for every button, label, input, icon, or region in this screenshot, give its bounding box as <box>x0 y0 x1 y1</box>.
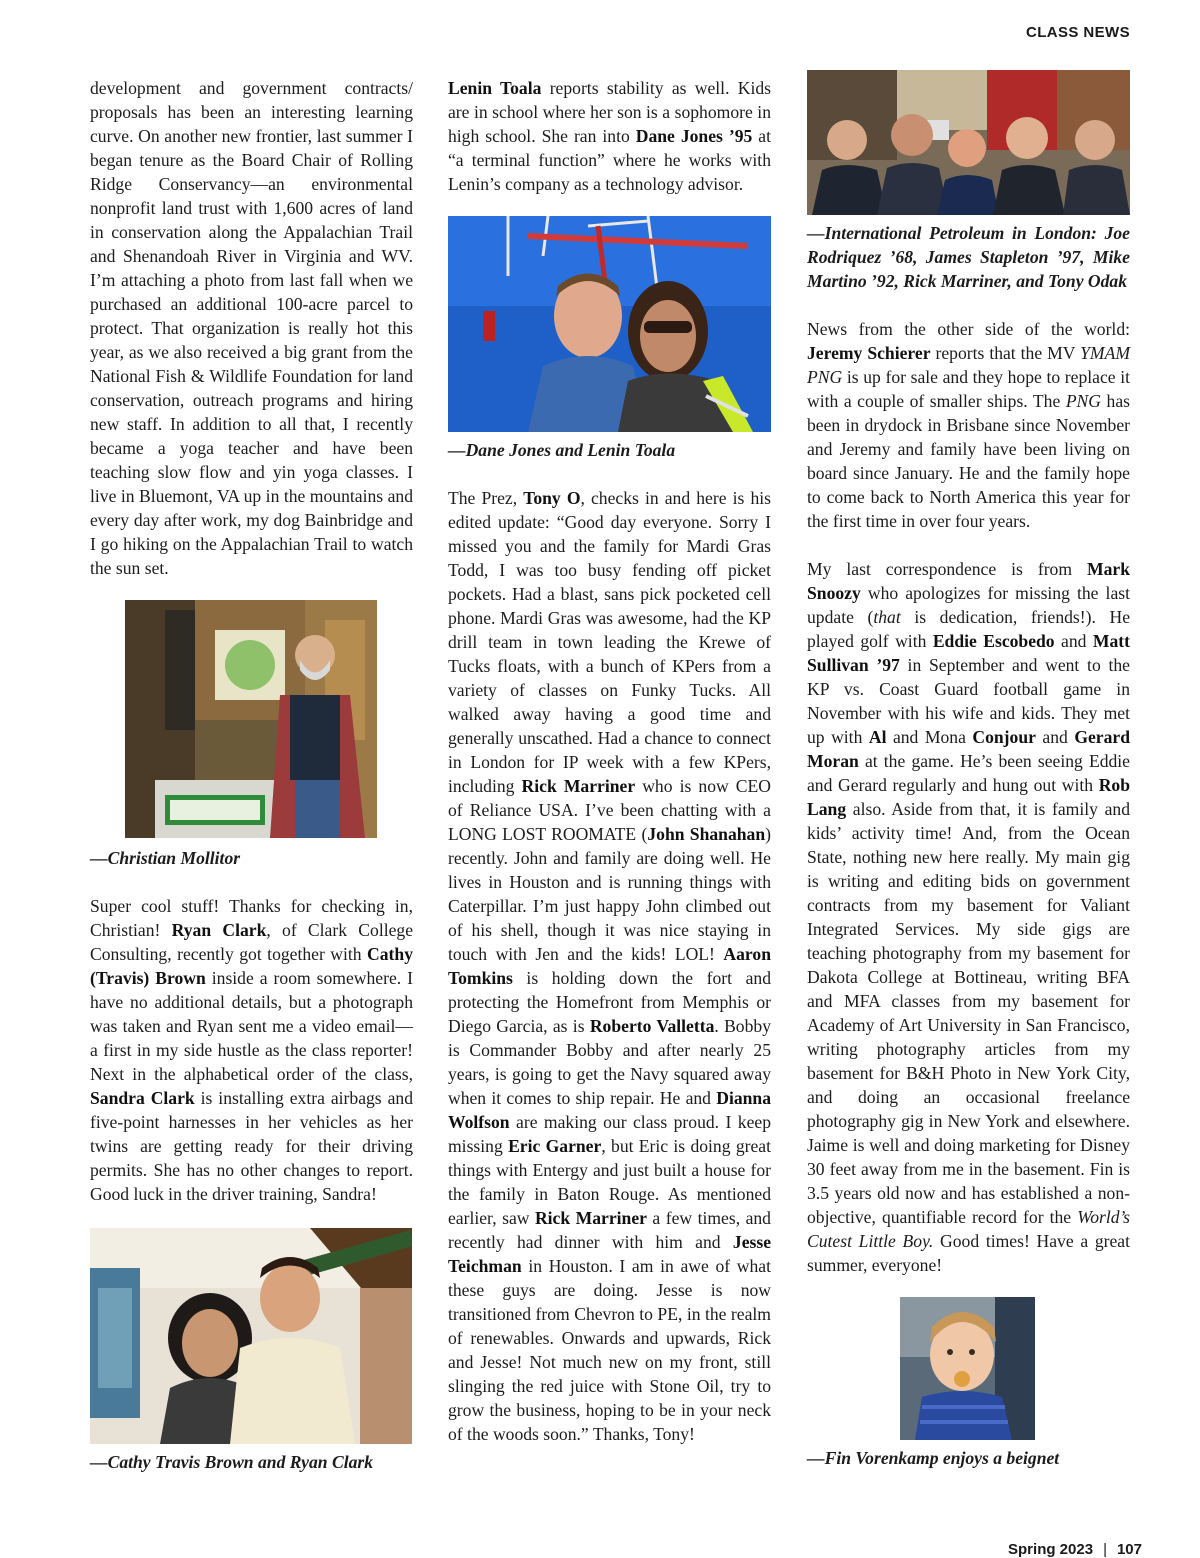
caption-dane-jones-lenin-toala: —Dane Jones and Lenin Toala <box>448 440 676 460</box>
name-mark-snoozy: Mark Snoozy <box>807 559 1130 603</box>
section-header: CLASS NEWS <box>1025 24 1130 41</box>
page-number: 107 <box>1116 1541 1142 1558</box>
name-jeremy-schierer: Jeremy Schierer <box>807 343 931 363</box>
name-dianna-wolfson: Dianna Wolfson <box>448 1088 771 1132</box>
name-ryan-clark: Ryan Clark <box>171 920 267 940</box>
col3-paragraph-1: News from the other side of the world: Jeremy Schierer reports that the MV YMAM PNG is up for sale and they hope to replace it with a couple of smaller ships. The PNG has been in drydock in Brisbane since November and Jeremy and family have been living on board since January. He and the family hope to come back to North America this year for the first time in over four years. <box>807 319 1130 531</box>
column-3 <box>807 70 1130 1470</box>
col1-paragraph-2: Super cool stuff! Thanks for checking in, Christian! Ryan Clark, of Clark College Consulting, recently got together with Cathy (Travis) Brown inside a room somewhere. I have no additional details, but a photograph was taken and Ryan sent me a video email—a first in my side hustle as the class reporter! Next in the alphabetical order of the class, Sandra Clark is installing extra airbags and five-point harnesses in her vehicles as her twins are getting ready for their driving permits. She has no other changes to report. Good luck in the driver training, Sandra! <box>90 896 414 1204</box>
photo-fin-vorenkamp <box>900 1297 1035 1440</box>
name-lenin-toala: Lenin Toala <box>448 78 542 98</box>
caption-cathy-brown-ryan-clark: —Cathy Travis Brown and Ryan Clark <box>90 1452 374 1472</box>
col2-paragraph-2: The Prez, Tony O, checks in and here is his edited update: “Good day everyone. Sorry I missed you and the family for Mardi Gras Todd, I was too busy fending off picket pockets. Had a blast, sans pick pocketed cell phone. Mardi Gras was awesome, had the KP drill team in town leading the Krewe of Tucks floats, with a bunch of KPers from a variety of classes on Funky Tucks. All walked away having a good time and generally unscathed. Had a chance to connect in London for IP week with a few KPers, including Rick Marriner who is now CEO of Reliance USA. I’ve been chatting with a LONG LOST ROOMATE (John Shanahan) recently. John and family are doing well. He lives in Houston and is running things with Caterpillar. I’m just happy John climbed out of his shell, though it was nice staying in touch with Jen and the kids! LOL! Aaron Tomkins is holding down the fort and protecting the Homefront from Memphis or Diego Garcia, as is Roberto Valletta. Bobby is Commander Bobby and after nearly 25 years, is going to get the Navy squared away when it comes to ship repair. He and Dianna Wolfson are making our class proud. I keep missing Eric Garner, but Eric is doing great things with Entergy and just built a house for the family in Baton Rouge. As mentioned earlier, saw Rick Marriner a few times, and recently had dinner with him and Jesse Teichman in Houston. I am in awe of what these guys are doing. Jesse is now transitioned from Chevron to PE, in the realm of renewables. Onwards and upwards, Rick and Jesse! Not much new on my front, still slinging the red juice with Stone Oil, try to grow the business, hoping to be in your neck of the woods soon.” Thanks, Tony! <box>448 488 771 1444</box>
issue-label: Spring 2023 <box>1008 1541 1094 1558</box>
name-eric-garner: Eric Garner <box>508 1136 602 1156</box>
caption-fin-vorenkamp: —Fin Vorenkamp enjoys a beignet <box>807 1448 1060 1468</box>
name-conjour: Conjour <box>972 727 1036 747</box>
name-aaron-tomkins: Aaron Tomkins <box>448 944 771 988</box>
name-john-shanahan: John Shanahan <box>647 824 766 844</box>
photo-dane-jones-lenin-toala <box>448 216 771 432</box>
name-eddie-escobedo: Eddie Escobedo <box>932 631 1055 651</box>
name-cathy-brown: Cathy (Travis) Brown <box>90 944 413 988</box>
name-sandra-clark: Sandra Clark <box>90 1088 195 1108</box>
name-tony-o: Tony O <box>523 488 581 508</box>
col3-paragraph-2: My last correspondence is from Mark Snoozy who apologizes for missing the last update (that is dedication, friends!). He played golf with Eddie Escobedo and Matt Sullivan ’97 in September and went to the KP vs. Coast Guard football game in November with his wife and kids. They met up with Al and Mona Conjour and Gerard Moran at the game. He’s been seeing Eddie and Gerard regularly and hung out with Rob Lang also. Aside from that, it is family and kids’ activity time! And, from the Ocean State, nothing new here really. My main gig is writing and editing bids on government contracts from my basement for Valiant Integrated Services. My side gigs are teaching photography from my basement for Dakota College at Bottineau, writing BFA and MFA classes from my basement for Academy of Art University in San Francisco, writing photography articles from my basement for B&H Photo in New York City, and doing an occasional freelance photography gig in New York and elsewhere. Jaime is well and doing marketing for Disney 30 feet away from me in the basement. Fin is 3.5 years old now and has established a non-objective, quantifiable record for the World’s Cutest Little Boy. Good times! Have a great summer, everyone! <box>807 559 1131 1275</box>
col2-paragraph-1: Lenin Toala reports stability as well. Kids are in school where her son is a sophomore in high school. She ran into Dane Jones ’95 at “a terminal function” where he works with Lenin’s company as a technology advisor. <box>448 78 772 194</box>
name-dane-jones: Dane Jones ’95 <box>635 126 753 146</box>
name-roberto-valletta: Roberto Valletta <box>589 1016 715 1036</box>
photo-cathy-brown-ryan-clark <box>90 1228 412 1444</box>
name-rick-marriner-2: Rick Marriner <box>534 1208 647 1228</box>
column-1 <box>90 76 413 1474</box>
name-rick-marriner: Rick Marriner <box>521 776 636 796</box>
page-footer <box>1008 1541 1142 1558</box>
footer-separator: | <box>1103 1541 1107 1558</box>
name-jesse-teichman: Jesse Teichman <box>448 1232 771 1276</box>
photo-christian-mollitor <box>125 600 377 838</box>
photo-international-petroleum-london <box>807 70 1130 215</box>
name-rob-lang: Rob Lang <box>807 775 1130 819</box>
column-2 <box>448 76 771 1446</box>
name-matt-sullivan: Matt Sullivan ’97 <box>807 631 1130 675</box>
name-al: Al <box>868 727 887 747</box>
caption-christian-mollitor: —Christian Mollitor <box>90 848 241 868</box>
caption-international-petroleum-london: —International Petroleum in London: Joe Rodriquez ’68, James Stapleton ’97, Mike Martino ’92, Rick Marriner, and Tony Odak <box>807 223 1130 291</box>
name-gerard-moran: Gerard Moran <box>807 727 1131 771</box>
col1-paragraph-1: development and government contracts/ proposals has been an interesting learning curve. On another new frontier, last summer I began tenure as the Board Chair of Rolling Ridge Conservancy—an environmental nonprofit land trust with 1,600 acres of land in conservation along the Appalachian Trail and Shenandoah River in Virginia and WV. I’m attaching a photo from last fall when we purchased an additional 100-acre parcel to protect. That organization is really hot this year, as we also received a big grant from the National Fish & Wildlife Foundation for land conservation, outreach programs and hiring new staff. In addition to all that, I recently became a yoga teacher and have been teaching slow flow and yin yoga classes. I live in Bluemont, VA up in the mountains and every day after work, my dog Bainbridge and I go hiking on the Appalachian Trail to watch the sun set. <box>90 78 413 578</box>
